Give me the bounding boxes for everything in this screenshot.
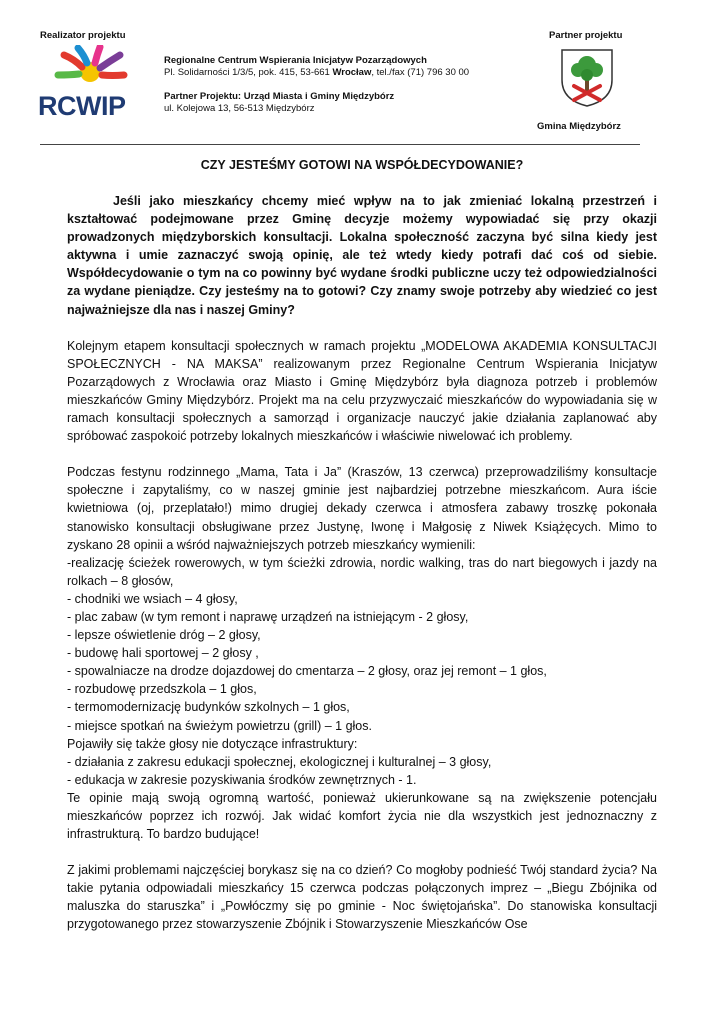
list-item: - rozbudowę przedszkola – 1 głos, — [67, 682, 257, 697]
list-item: - edukacja w zakresie pozyskiwania środków zewnętrznych - 1. — [67, 772, 417, 787]
paragraph-problems: Z jakimi problemami najczęściej borykasz się na co dzień? Co mogłoby podnieść Twój standard życia? Na takie pytania odpowiadali mieszkańcy 15 czerwca podczas połączonych imprez – „Biegu Zbójnika od maluszka do staruszka” i „Powłóczmy się po gminie - Noc świętojańska”. Do stanowiska konsultacji przygotowanego przez stowarzyszenie Zbójnik i Stowarzyszenie Mieszkańców Ose — [67, 863, 657, 932]
list-item: - lepsze oświetlenie dróg – 2 głosy, — [67, 628, 261, 643]
paragraph-festival: Podczas festynu rodzinnego „Mama, Tata i Ja” (Kraszów, 13 czerwca) przeprowadziliśmy konsultacje społeczne i zapytaliśmy, co w naszej gminie jest najbardziej potrzebne mieszkańcom. Aura iście kwietniowa (oj, przeplatało!) mimo drugiej dekady czerwca i atmosfera zabawy troszkę pokonała stanowisko konsultacji obsługiwane przez Justynę, Iwonę i Małgosię z Niwek Książęcych. Mimo to zyskano 28 opinii a wśród najważniejszych potrzeb mieszkańcy wymienili: — [67, 465, 657, 552]
list-item: - chodniki we wsiach – 4 głosy, — [67, 591, 238, 606]
project-partner-label: Partner projektu — [549, 30, 623, 41]
other-needs-intro: Pojawiły się także głosy nie dotyczące infrastruktury: — [67, 736, 358, 751]
crest-caption: Gmina Międzybórz — [537, 121, 621, 132]
header-divider — [40, 144, 640, 145]
paragraph-value: Te opinie mają swoją ogromną wartość, ponieważ ukierunkowane są na zwiększenie potencjału mieszkańców poprzez ich rozwój. Jak widać komfort życia nie dla wszystkich jest jednoznaczny z infrastrukturą. To bardzo budujące! — [67, 790, 657, 842]
organizer-phone: , tel./fax (71) 796 30 00 — [371, 67, 470, 78]
organizer-name: Regionalne Centrum Wspierania Inicjatyw Pozarządowych — [164, 55, 427, 66]
list-item: - budowę hali sportowej – 2 głosy , — [67, 646, 259, 661]
list-item: - miejsce spotkań na świeżym powietrzu (grill) – 1 głos. — [67, 718, 372, 733]
needs-list — [67, 554, 657, 735]
organizer-street: Pl. Solidarności 1/3/5, pok. 415, 53-661 — [164, 67, 333, 78]
rcwip-logo — [34, 45, 146, 123]
list-item: - plac zabaw (w tym remont i naprawę urządzeń na istniejącym - 2 głosy, — [67, 609, 469, 624]
partner-address: ul. Kolejowa 13, 56-513 Międzybórz — [164, 103, 315, 114]
project-implementer-label: Realizator projektu — [40, 30, 126, 41]
list-item: - spowalniacze na drodze dojazdowej do cmentarza – 2 głosy, oraz jej remont – 1 głos, — [67, 664, 547, 679]
article-body — [67, 192, 657, 934]
logo-wordmark: RCWIP — [38, 91, 126, 121]
other-needs-list — [67, 753, 657, 789]
header-contact-block — [164, 55, 469, 115]
organizer-address — [164, 67, 469, 79]
gmina-crest-icon — [560, 48, 614, 108]
list-item: - działania z zakresu edukacji społecznej, ekologicznej i kulturalnej – 3 głosy, — [67, 754, 492, 769]
list-item: -realizację ścieżek rowerowych, w tym ścieżki zdrowia, nordic walking, tras do nart biegowych i jazdy na rolkach – 8 głosów, — [67, 555, 657, 588]
rcwip-logo-icon — [34, 45, 146, 95]
partner-name: Partner Projektu: Urząd Miasta i Gminy Międzybórz — [164, 91, 395, 102]
organizer-city: Wrocław — [332, 67, 372, 78]
list-item: - termomodernizację budynków szkolnych – 1 głos, — [67, 700, 350, 715]
intro-paragraph: Jeśli jako mieszkańcy chcemy mieć wpływ na to jak zmieniać lokalną przestrzeń i kształtować podejmowane przez Gminę decyzje możemy wypowiadać się przy okazji prowadzonych międzyborskich konsultacji. Lokalna społeczność zaczyna być silna kiedy jest aktywna i umie zaznaczyć swoją opinię, ale też wtedy kiedy potrafi dać coś od siebie. Współdecydowanie o tym na co powinny być wydane środki publiczne uczy też odpowiedzialności za wydane pieniądze. Czy jesteśmy na to gotowi? Czy znamy swoje potrzeby aby wiedzieć co jest najważniejsze dla nas i naszej Gminy? — [67, 194, 657, 317]
page-title: CZY JESTEŚMY GOTOWI NA WSPÓŁDECYDOWANIE? — [200, 158, 524, 172]
paragraph-project: Kolejnym etapem konsultacji społecznych w ramach projektu „MODELOWA AKADEMIA KONSULTACJI SPOŁECZNYCH - NA MAKSA” realizowanym przez Regionalne Centrum Wspierania Inicjatyw Pozarządowych z Wrocławia oraz Miasto i Gminę Międzybórz była diagnoza potrzeb i problemów mieszkańców Gminy Międzybórz. Projekt ma na celu przyzwyczaić mieszkańców do wypowiadania się w ramach konsultacji społecznych a samorząd i organizacje nauczyć jakie działania zaplanować aby spróbować zaspokoić potrzeby lokalnych mieszkańców i właściwie niwelować ich problemy. — [67, 338, 657, 444]
